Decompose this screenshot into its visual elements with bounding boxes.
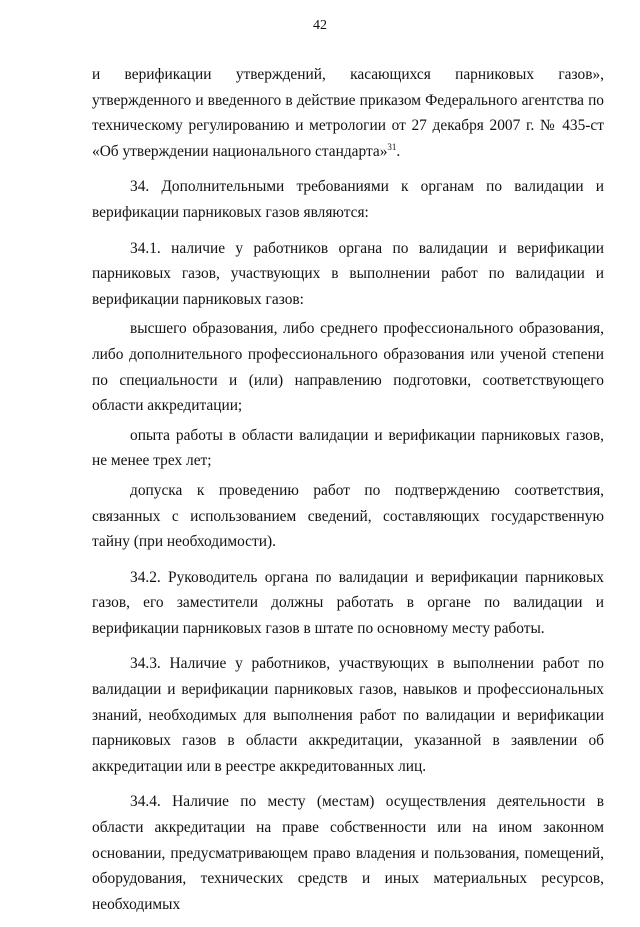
- paragraph-continuation: [92, 62, 604, 164]
- paragraph-text: и верификации утверждений, касающихся парниковых газов», утвержденного и введенного в действие приказом Федерального агентства по техническому регулированию и метрологии от 27 декабря 2007 г. № 435-ст «Об утверждении национального стандарта»: [92, 66, 604, 160]
- paragraph-34-1: 34.1. наличие у работников органа по валидации и верификации парниковых газов, участвующих в выполнении работ по валидации и верификации парниковых газов:: [92, 239, 604, 308]
- requirement-clearance: допуска к проведению работ по подтверждению соответствия, связанных с использованием сведений, составляющих государственную тайну (при необходимости).: [92, 481, 604, 551]
- paragraph-34-3: 34.3. Наличие у работников, участвующих в выполнении работ по валидации и верификации парниковых газов, навыков и профессиональных знаний, необходимых для выполнения работ по валидации и верификации парниковых газов в области аккредитации, указанной в заявлении об аккредитации или в реестре аккредитованных лиц.: [92, 655, 604, 775]
- requirement-experience: опыта работы в области валидации и верификации парниковых газов, не менее трех лет;: [92, 426, 604, 470]
- paragraph-34-2: 34.2. Руководитель органа по валидации и верификации парниковых газов, его заместители должны работать в органе по валидации и верификации парниковых газов в штате по основному месту работы.: [92, 568, 604, 637]
- requirement-education: высшего образования, либо среднего профессионального образования, либо дополнительного профессионального образования или ученой степени по специальности и (или) направлению подготовки, соответствующего области аккредитации;: [92, 320, 604, 415]
- document-body: [92, 62, 604, 927]
- paragraph-34: 34. Дополнительными требованиями к органам по валидации и верификации парниковых газов являются:: [92, 178, 604, 221]
- footnote-reference: 31: [387, 141, 397, 152]
- paragraph-trail: .: [396, 142, 401, 160]
- page-number: 42: [313, 18, 327, 33]
- paragraph-34-4: 34.4. Наличие по месту (местам) осуществления деятельности в области аккредитации на праве собственности или на ином законном основании, предусматривающем право владения и пользования, помещений, оборудования, технических средств и иных материальных ресурсов, необходимых: [92, 793, 604, 913]
